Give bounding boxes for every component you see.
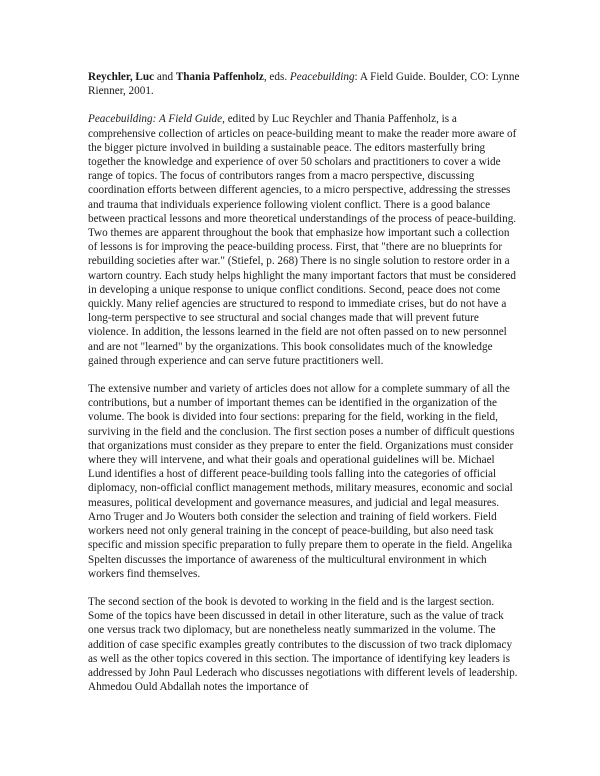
review-book-title: Peacebuilding: A Field Guide: [88, 113, 223, 126]
review-paragraph-1: [88, 112, 520, 368]
citation-author-1: Reychler, Luc: [88, 71, 155, 83]
bibliographic-citation: [88, 70, 520, 98]
citation-book-title: Peacebuilding: [289, 71, 355, 83]
citation-author-2: Thania Paffenholz: [175, 71, 264, 83]
review-paragraph-1-text: , edited by Luc Reychler and Thania Paffenholz, is a comprehensive collection of articles on peace-building meant to make the reader more aware of the bigger picture involved in building a sustainable peace. The editors masterfully bring together the knowledge and experience of over 50 scholars and practitioners to cover a wide range of topics. The focus of contributors ranges from a macro perspective, discussing coordination efforts between different agencies, to a micro perspective, addressing the stresses and trauma that individuals experience following violent conflict. There is a good balance between practical lessons and more theoretical understandings of the process of peace-building. Two themes are apparent throughout the book that emphasize how important such a collection of lessons is for improving the peace-building process. First, that "there are no blueprints for rebuilding societies after war." (Stiefel, p. 268) There is no single solution to restore order in a wartorn country. Each study helps highlight the many important factors that must be considered in developing a unique response to unique conflict conditions. Second, peace does not come quickly. Many relief agencies are structured to respond to immediate crises, but do not have a long-term perspective to see structural and social changes made that will prevent future violence. In addition, the lessons learned in the field are not often passed on to new personnel and are not "learned" by the organizations. This book consolidates much of the knowledge gained through experience and can serve future practitioners well.: [88, 113, 517, 367]
citation-publication-info: : A Field Guide. Boulder, CO: Lynne Rienner, 2001.: [88, 71, 520, 98]
review-paragraph-3: The second section of the book is devoted to working in the field and is the largest section. Some of the topics have been discussed in detail in other literature, such as the value of track one versus track two diplomacy, but are nonetheless neatly summarized in the volume. The addition of case specific examples greatly contributes to the discussion of two track diplomacy as well as the other topics covered in this section. The importance of identifying key leaders is addressed by John Paul Lederach who discusses negotiations with different levels of leadership. Ahmedou Ould Abdallah notes the importance of: [88, 595, 518, 694]
document-page: [88, 70, 520, 694]
citation-conjunction: and: [154, 71, 176, 83]
citation-editors-label: , eds.: [263, 71, 290, 83]
review-paragraph-2: The extensive number and variety of articles does not allow for a complete summary of all the contributions, but a number of important themes can be identified in the organization of the volume. The book is divided into four sections: preparing for the field, working in the field, surviving in the field and the conclusion. The first section poses a number of difficult questions that organizations must consider as they prepare to enter the field. Organizations must consider where they will intervene, and what their goals and operational guidelines will be. Michael Lund identifies a host of different peace-building tools falling into the categories of official diplomacy, non-official conflict management methods, military measures, economic and social measures, political development and governance measures, and judicial and legal measures. Arno Truger and Jo Wouters both consider the selection and training of field workers. Field workers need not only general training in the concept of peace-building, but also need task specific and mission specific preparation to fully prepare them to operate in the field. Angelika Spelten discusses the importance of awareness of the multicultural environment in which workers find themselves.: [88, 383, 515, 580]
